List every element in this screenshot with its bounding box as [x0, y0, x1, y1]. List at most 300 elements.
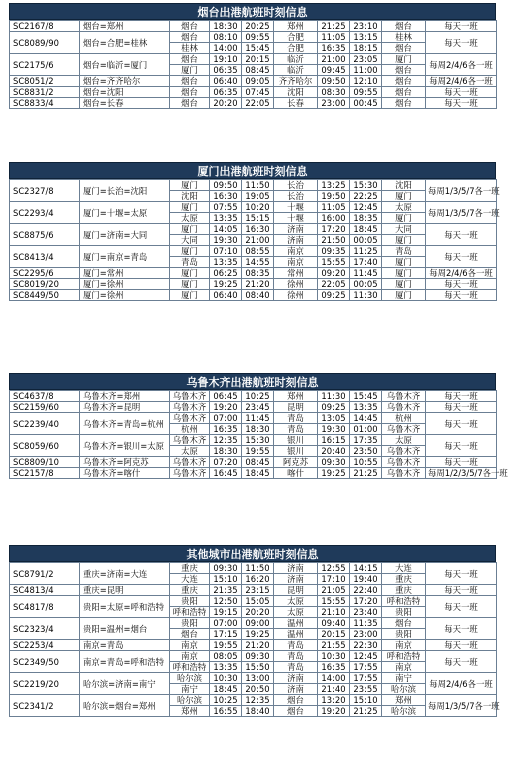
- origin: 厦门: [170, 65, 210, 76]
- stop: 临沂: [274, 65, 318, 76]
- stop: 烟台: [274, 695, 318, 706]
- route: 哈尔滨=烟台=郑州: [80, 695, 170, 717]
- flight-number: SC8059/60: [10, 435, 80, 457]
- destination: 乌鲁木齐: [382, 391, 426, 402]
- depart-time: 20:20: [210, 98, 242, 109]
- frequency: 每天一班: [426, 457, 497, 468]
- table-row: [10, 21, 497, 32]
- route: 厦门=常州: [80, 268, 170, 279]
- destination: 大同: [382, 224, 426, 235]
- depart-time: 20:15: [318, 629, 350, 640]
- depart-time: 22:05: [318, 279, 350, 290]
- arrive-time: 00:45: [350, 98, 382, 109]
- arrive-time: 18:40: [242, 706, 274, 717]
- origin: 乌鲁木齐: [170, 402, 210, 413]
- arrive-time: 15:30: [242, 435, 274, 446]
- destination: 乌鲁木齐: [382, 446, 426, 457]
- stop: 喀什: [274, 468, 318, 479]
- depart-time: 21:40: [318, 684, 350, 695]
- table-row: [10, 98, 497, 109]
- section-yantai: [9, 3, 496, 109]
- frequency: 每天一班: [426, 290, 497, 301]
- frequency: 每天一班: [426, 596, 497, 618]
- stop: 济南: [274, 224, 318, 235]
- section-other-cities: [9, 545, 500, 717]
- stop: 温州: [274, 618, 318, 629]
- stop: 昆明: [274, 402, 318, 413]
- arrive-time: 18:45: [350, 224, 382, 235]
- frequency: 每天一班: [426, 32, 497, 54]
- flight-number: SC8019/20: [10, 279, 80, 290]
- route: 重庆=济南=大连: [80, 563, 170, 585]
- arrive-time: 11:45: [350, 268, 382, 279]
- section-title: 乌鲁木齐出港航班时刻信息: [9, 373, 496, 390]
- frequency: 每周1/2/3/5/7各一班: [426, 468, 497, 479]
- stop: 合肥: [274, 32, 318, 43]
- flight-number: SC2157/8: [10, 468, 80, 479]
- route: 乌鲁木齐=昆明: [80, 402, 170, 413]
- arrive-time: 21:25: [350, 706, 382, 717]
- arrive-time: 11:45: [242, 413, 274, 424]
- depart-time: 19:25: [318, 468, 350, 479]
- depart-time: 06:40: [210, 76, 242, 87]
- destination: 乌鲁木齐: [382, 457, 426, 468]
- arrive-time: 21:00: [242, 235, 274, 246]
- depart-time: 07:00: [210, 413, 242, 424]
- arrive-time: 15:05: [242, 596, 274, 607]
- destination: 烟台: [382, 21, 426, 32]
- route: 重庆=昆明: [80, 585, 170, 596]
- depart-time: 09:40: [318, 618, 350, 629]
- frequency: 每天一班: [426, 563, 497, 585]
- frequency: 每周1/3/5/7各一班: [426, 180, 497, 202]
- depart-time: 13:35: [210, 662, 242, 673]
- section-title: 厦门出港航班时刻信息: [9, 162, 496, 179]
- destination: 烟台: [382, 618, 426, 629]
- arrive-time: 15:10: [350, 695, 382, 706]
- stop: 合肥: [274, 43, 318, 54]
- origin: 乌鲁木齐: [170, 413, 210, 424]
- depart-time: 09:50: [210, 180, 242, 191]
- table-row: [10, 279, 497, 290]
- stop: 阿克苏: [274, 457, 318, 468]
- depart-time: 18:30: [210, 446, 242, 457]
- destination: 厦门: [382, 54, 426, 65]
- destination: 呼和浩特: [382, 596, 426, 607]
- depart-time: 08:05: [210, 651, 242, 662]
- flight-number: SC8833/4: [10, 98, 80, 109]
- arrive-time: 10:25: [242, 391, 274, 402]
- arrive-time: 15:45: [242, 43, 274, 54]
- flight-number: SC2349/50: [10, 651, 80, 673]
- arrive-time: 15:30: [350, 180, 382, 191]
- depart-time: 15:55: [318, 257, 350, 268]
- route: 乌鲁木齐=郑州: [80, 391, 170, 402]
- flight-number: SC8413/4: [10, 246, 80, 268]
- arrive-time: 23:45: [242, 402, 274, 413]
- depart-time: 19:20: [210, 402, 242, 413]
- origin: 贵阳: [170, 596, 210, 607]
- depart-time: 11:05: [318, 202, 350, 213]
- arrive-time: 10:55: [350, 457, 382, 468]
- frequency: 每天一班: [426, 224, 497, 246]
- destination: 南宁: [382, 673, 426, 684]
- depart-time: 13:35: [210, 257, 242, 268]
- destination: 沈阳: [382, 180, 426, 191]
- destination: 烟台: [382, 65, 426, 76]
- stop: 青岛: [274, 651, 318, 662]
- depart-time: 19:15: [210, 607, 242, 618]
- destination: 大连: [382, 563, 426, 574]
- arrive-time: 23:40: [350, 607, 382, 618]
- arrive-time: 22:05: [242, 98, 274, 109]
- table-row: [10, 651, 497, 662]
- depart-time: 20:40: [318, 446, 350, 457]
- arrive-time: 11:00: [350, 65, 382, 76]
- section-xiamen: [9, 162, 500, 301]
- arrive-time: 18:35: [350, 213, 382, 224]
- stop: 济南: [274, 563, 318, 574]
- arrive-time: 09:00: [242, 618, 274, 629]
- arrive-time: 20:15: [242, 54, 274, 65]
- flight-number: SC2253/4: [10, 640, 80, 651]
- frequency: 每周2/4/6各一班: [426, 76, 497, 87]
- stop: 青岛: [274, 424, 318, 435]
- stop: 长治: [274, 191, 318, 202]
- table-row: [10, 246, 497, 257]
- arrive-time: 18:45: [242, 468, 274, 479]
- table-row: [10, 54, 497, 65]
- arrive-time: 20:20: [242, 607, 274, 618]
- depart-time: 19:20: [318, 706, 350, 717]
- depart-time: 11:30: [318, 391, 350, 402]
- arrive-time: 13:35: [350, 402, 382, 413]
- flight-number: SC8791/2: [10, 563, 80, 585]
- origin: 郑州: [170, 706, 210, 717]
- depart-time: 16:35: [318, 662, 350, 673]
- route: 烟台=齐齐哈尔: [80, 76, 170, 87]
- destination: 厦门: [382, 257, 426, 268]
- depart-time: 09:30: [318, 457, 350, 468]
- arrive-time: 17:20: [350, 596, 382, 607]
- arrive-time: 12:10: [350, 76, 382, 87]
- table-row: [10, 76, 497, 87]
- destination: 厦门: [382, 235, 426, 246]
- depart-time: 12:35: [210, 435, 242, 446]
- route: 乌鲁木齐=阿克苏: [80, 457, 170, 468]
- arrive-time: 21:25: [350, 468, 382, 479]
- flight-table: [9, 390, 508, 479]
- origin: 乌鲁木齐: [170, 457, 210, 468]
- route: 烟台=郑州: [80, 21, 170, 32]
- table-row: [10, 585, 497, 596]
- frequency: 每周2/4/6各一班: [426, 54, 497, 76]
- origin: 南京: [170, 640, 210, 651]
- arrive-time: 09:55: [350, 87, 382, 98]
- arrive-time: 18:15: [350, 43, 382, 54]
- depart-time: 12:55: [318, 563, 350, 574]
- flight-table: [9, 179, 500, 301]
- depart-time: 13:20: [318, 695, 350, 706]
- depart-time: 07:20: [210, 457, 242, 468]
- origin: 厦门: [170, 246, 210, 257]
- depart-time: 16:55: [210, 706, 242, 717]
- flight-number: SC2239/40: [10, 413, 80, 435]
- flight-number: SC8831/2: [10, 87, 80, 98]
- section-title: 其他城市出港航班时刻信息: [9, 545, 496, 562]
- arrive-time: 23:55: [350, 684, 382, 695]
- origin: 厦门: [170, 268, 210, 279]
- depart-time: 21:25: [318, 21, 350, 32]
- depart-time: 23:00: [318, 98, 350, 109]
- arrive-time: 09:55: [242, 32, 274, 43]
- frequency: 每周1/3/5/7各一班: [426, 202, 497, 224]
- arrive-time: 11:50: [242, 180, 274, 191]
- depart-time: 09:20: [318, 268, 350, 279]
- arrive-time: 11:25: [350, 246, 382, 257]
- section-urumqi: [9, 373, 508, 479]
- depart-time: 12:50: [210, 596, 242, 607]
- destination: 太原: [382, 435, 426, 446]
- destination: 桂林: [382, 32, 426, 43]
- frequency: 每天一班: [426, 413, 497, 435]
- route: 厦门=济南=大同: [80, 224, 170, 246]
- route: 哈尔滨=济南=南宁: [80, 673, 170, 695]
- origin: 乌鲁木齐: [170, 468, 210, 479]
- table-row: [10, 290, 497, 301]
- table-row: [10, 402, 497, 413]
- route: 厦门=徐州: [80, 290, 170, 301]
- stop: 青岛: [274, 640, 318, 651]
- arrive-time: 23:15: [242, 585, 274, 596]
- arrive-time: 21:20: [242, 279, 274, 290]
- route: 厦门=长治=沈阳: [80, 180, 170, 202]
- arrive-time: 22:40: [350, 585, 382, 596]
- stop: 烟台: [274, 706, 318, 717]
- flight-number: SC2219/20: [10, 673, 80, 695]
- route: 贵阳=温州=烟台: [80, 618, 170, 640]
- origin: 乌鲁木齐: [170, 391, 210, 402]
- destination: 烟台: [382, 87, 426, 98]
- arrive-time: 08:40: [242, 290, 274, 301]
- origin: 呼和浩特: [170, 607, 210, 618]
- arrive-time: 11:35: [350, 618, 382, 629]
- depart-time: 19:25: [210, 279, 242, 290]
- depart-time: 09:25: [318, 402, 350, 413]
- flight-number: SC8875/6: [10, 224, 80, 246]
- origin: 烟台: [170, 76, 210, 87]
- table-row: [10, 695, 497, 706]
- origin: 沈阳: [170, 191, 210, 202]
- arrive-time: 23:50: [350, 446, 382, 457]
- table-row: [10, 563, 497, 574]
- table-row: [10, 268, 497, 279]
- flight-number: SC2323/4: [10, 618, 80, 640]
- depart-time: 21:10: [318, 607, 350, 618]
- origin: 大同: [170, 235, 210, 246]
- arrive-time: 23:05: [350, 54, 382, 65]
- frequency: 每天一班: [426, 618, 497, 640]
- stop: 济南: [274, 684, 318, 695]
- destination: 郑州: [382, 695, 426, 706]
- flight-number: SC2175/6: [10, 54, 80, 76]
- arrive-time: 01:00: [350, 424, 382, 435]
- destination: 哈尔滨: [382, 684, 426, 695]
- stop: 郑州: [274, 21, 318, 32]
- arrive-time: 12:35: [242, 695, 274, 706]
- depart-time: 19:50: [318, 191, 350, 202]
- flight-number: SC4813/4: [10, 585, 80, 596]
- origin: 重庆: [170, 563, 210, 574]
- flight-number: SC8809/10: [10, 457, 80, 468]
- table-row: [10, 618, 497, 629]
- origin: 烟台: [170, 54, 210, 65]
- depart-time: 19:30: [318, 424, 350, 435]
- table-row: [10, 180, 497, 191]
- depart-time: 19:55: [210, 640, 242, 651]
- section-title: 烟台出港航班时刻信息: [9, 3, 496, 20]
- frequency: 每天一班: [426, 651, 497, 673]
- depart-time: 16:45: [210, 468, 242, 479]
- destination: 厦门: [382, 191, 426, 202]
- arrive-time: 08:55: [242, 246, 274, 257]
- table-row: [10, 596, 497, 607]
- route: 烟台=长春: [80, 98, 170, 109]
- route: 乌鲁木齐=喀什: [80, 468, 170, 479]
- origin: 杭州: [170, 424, 210, 435]
- stop: 太原: [274, 596, 318, 607]
- destination: 南京: [382, 640, 426, 651]
- arrive-time: 23:00: [350, 629, 382, 640]
- origin: 烟台: [170, 21, 210, 32]
- origin: 厦门: [170, 290, 210, 301]
- arrive-time: 12:45: [350, 651, 382, 662]
- frequency: 每天一班: [426, 391, 497, 402]
- stop: 南京: [274, 246, 318, 257]
- origin: 烟台: [170, 629, 210, 640]
- depart-time: 18:30: [210, 21, 242, 32]
- destination: 贵阳: [382, 629, 426, 640]
- route: 乌鲁木齐=银川=太原: [80, 435, 170, 457]
- route: 烟台=沈阳: [80, 87, 170, 98]
- flight-number: SC2295/6: [10, 268, 80, 279]
- arrive-time: 23:10: [350, 21, 382, 32]
- origin: 烟台: [170, 87, 210, 98]
- depart-time: 16:35: [210, 424, 242, 435]
- destination: 乌鲁木齐: [382, 424, 426, 435]
- flight-number: SC4817/8: [10, 596, 80, 618]
- stop: 南京: [274, 257, 318, 268]
- arrive-time: 19:05: [242, 191, 274, 202]
- origin: 重庆: [170, 585, 210, 596]
- depart-time: 14:05: [210, 224, 242, 235]
- destination: 厦门: [382, 268, 426, 279]
- depart-time: 09:50: [318, 76, 350, 87]
- origin: 贵阳: [170, 618, 210, 629]
- flight-number: SC4637/8: [10, 391, 80, 402]
- arrive-time: 08:35: [242, 268, 274, 279]
- destination: 南京: [382, 662, 426, 673]
- table-row: [10, 435, 497, 446]
- destination: 厦门: [382, 290, 426, 301]
- route: 乌鲁木齐=青岛=杭州: [80, 413, 170, 435]
- stop: 十堰: [274, 202, 318, 213]
- depart-time: 06:35: [210, 65, 242, 76]
- arrive-time: 08:45: [242, 65, 274, 76]
- arrive-time: 19:40: [350, 574, 382, 585]
- arrive-time: 00:05: [350, 279, 382, 290]
- arrive-time: 12:45: [350, 202, 382, 213]
- stop: 长治: [274, 180, 318, 191]
- table-row: [10, 468, 497, 479]
- arrive-time: 15:45: [350, 391, 382, 402]
- stop: 沈阳: [274, 87, 318, 98]
- origin: 桂林: [170, 43, 210, 54]
- depart-time: 17:10: [318, 574, 350, 585]
- arrive-time: 07:45: [242, 87, 274, 98]
- flight-number: SC8051/2: [10, 76, 80, 87]
- stop: 徐州: [274, 279, 318, 290]
- depart-time: 09:45: [318, 65, 350, 76]
- table-row: [10, 413, 497, 424]
- table-row: [10, 391, 497, 402]
- destination: 重庆: [382, 585, 426, 596]
- origin: 烟台: [170, 98, 210, 109]
- flight-number: SC2293/4: [10, 202, 80, 224]
- depart-time: 18:45: [210, 684, 242, 695]
- flight-number: SC8089/90: [10, 32, 80, 54]
- stop: 临沂: [274, 54, 318, 65]
- depart-time: 17:20: [318, 224, 350, 235]
- depart-time: 21:55: [318, 640, 350, 651]
- origin: 大连: [170, 574, 210, 585]
- origin: 厦门: [170, 202, 210, 213]
- table-row: [10, 673, 497, 684]
- depart-time: 21:05: [318, 585, 350, 596]
- depart-time: 19:10: [210, 54, 242, 65]
- route: 厦门=十堰=太原: [80, 202, 170, 224]
- depart-time: 07:55: [210, 202, 242, 213]
- arrive-time: 17:35: [350, 435, 382, 446]
- frequency: 每天一班: [426, 98, 497, 109]
- arrive-time: 14:15: [350, 563, 382, 574]
- depart-time: 16:35: [318, 43, 350, 54]
- frequency: 每周2/4/6各一班: [426, 268, 497, 279]
- depart-time: 09:30: [210, 563, 242, 574]
- frequency: 每周2/4/6各一班: [426, 673, 497, 695]
- stop: 济南: [274, 235, 318, 246]
- arrive-time: 19:55: [242, 446, 274, 457]
- origin: 厦门: [170, 224, 210, 235]
- arrive-time: 00:05: [350, 235, 382, 246]
- depart-time: 07:10: [210, 246, 242, 257]
- route: 厦门=南京=青岛: [80, 246, 170, 268]
- destination: 太原: [382, 202, 426, 213]
- flight-table: [9, 20, 497, 109]
- frequency: 每天一班: [426, 402, 497, 413]
- arrive-time: 15:50: [242, 662, 274, 673]
- depart-time: 14:00: [210, 43, 242, 54]
- arrive-time: 08:45: [242, 457, 274, 468]
- origin: 厦门: [170, 180, 210, 191]
- depart-time: 19:30: [210, 235, 242, 246]
- arrive-time: 20:50: [242, 684, 274, 695]
- arrive-time: 17:40: [350, 257, 382, 268]
- destination: 厦门: [382, 213, 426, 224]
- depart-time: 09:35: [318, 246, 350, 257]
- origin: 哈尔滨: [170, 695, 210, 706]
- depart-time: 15:10: [210, 574, 242, 585]
